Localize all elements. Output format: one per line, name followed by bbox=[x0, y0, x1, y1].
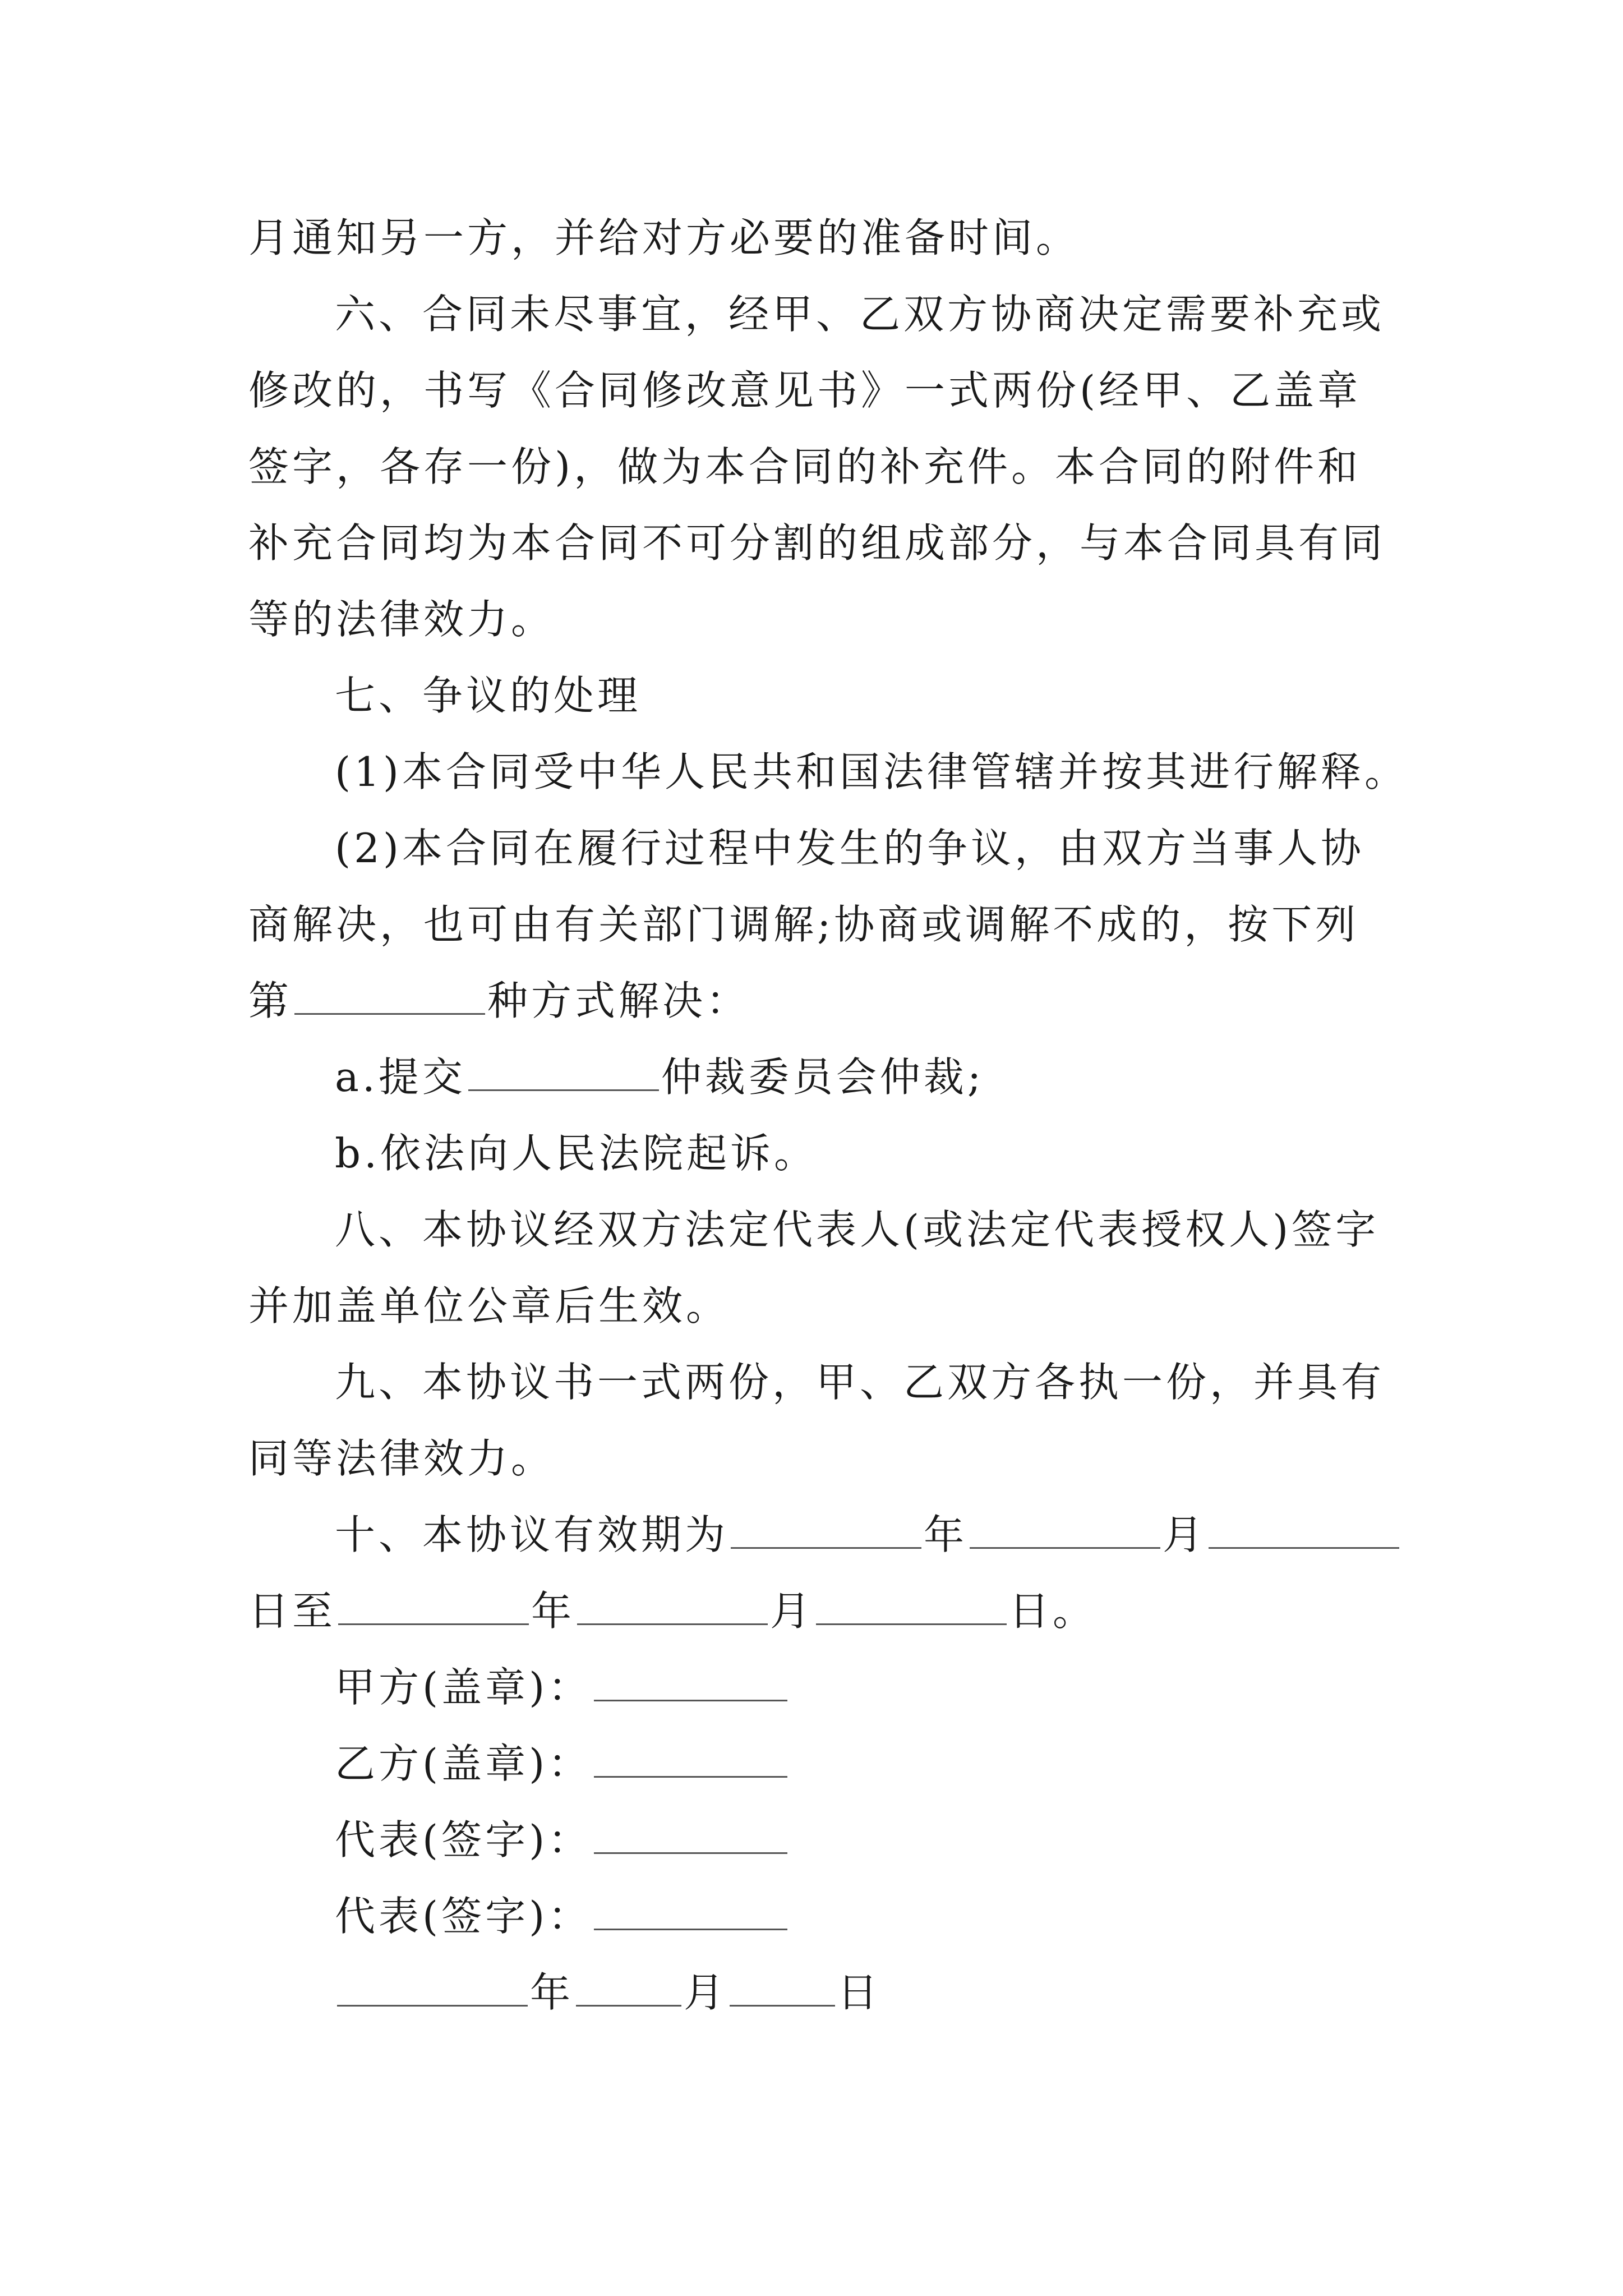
validity-period-end-line bbox=[248, 1573, 1398, 1649]
line-text: 第 bbox=[248, 977, 293, 1024]
paragraph-line bbox=[248, 200, 1398, 276]
line-text: 十、本协议有效期为 bbox=[335, 1511, 729, 1558]
start-year-blank[interactable] bbox=[731, 1513, 921, 1549]
start-day-blank[interactable] bbox=[1209, 1513, 1399, 1549]
signature-label: 代表(签字)： bbox=[335, 1893, 592, 1940]
line-text: 日 bbox=[837, 1969, 882, 2016]
arbitration-line bbox=[335, 1039, 1484, 1115]
line-text: 商解决，也可由有关部门调解;协商或调解不成的，按下列 bbox=[248, 901, 1359, 948]
signing-date-line bbox=[335, 1954, 1484, 2031]
party-b-seal-blank[interactable] bbox=[594, 1742, 787, 1778]
signing-year-blank[interactable] bbox=[337, 1971, 528, 2007]
paragraph-line bbox=[248, 1268, 1398, 1344]
representative-b-signature-line bbox=[335, 1878, 1484, 1954]
line-text: 签字，各存一份)，做为本合同的补充件。本合同的附件和 bbox=[248, 443, 1362, 490]
line-text: 九、本协议书一式两份，甲、乙双方各执一份，并具有 bbox=[335, 1359, 1385, 1406]
party-a-seal-blank[interactable] bbox=[594, 1666, 787, 1701]
party-b-seal-line bbox=[335, 1726, 1484, 1802]
paragraph-line bbox=[248, 352, 1398, 429]
line-text: 月 bbox=[1163, 1511, 1207, 1558]
validity-period-line bbox=[335, 1497, 1484, 1573]
clause-seven-heading bbox=[335, 657, 1484, 734]
arbitration-commission-blank[interactable] bbox=[468, 1056, 659, 1091]
line-text: 月 bbox=[770, 1588, 814, 1635]
line-text: a.提交 bbox=[335, 1053, 466, 1101]
line-text: 并加盖单位公章后生效。 bbox=[248, 1282, 730, 1329]
line-text: 种方式解决： bbox=[487, 977, 750, 1024]
representative-a-signature-blank[interactable] bbox=[594, 1819, 787, 1854]
end-month-blank[interactable] bbox=[577, 1590, 768, 1625]
signature-label: 乙方(盖章)： bbox=[335, 1740, 592, 1787]
start-month-blank[interactable] bbox=[970, 1513, 1160, 1549]
line-text: (1)本合同受中华人民共和国法律管辖并按其进行解释。 bbox=[335, 748, 1408, 795]
clause-nine-line bbox=[335, 1344, 1484, 1420]
resolution-method-blank[interactable] bbox=[294, 979, 485, 1015]
paragraph-line bbox=[335, 810, 1484, 886]
paragraph-line bbox=[335, 734, 1484, 810]
end-day-blank[interactable] bbox=[816, 1590, 1007, 1625]
line-text: 六、合同未尽事宜，经甲、乙双方协商决定需要补充或 bbox=[335, 291, 1385, 338]
line-text: b.依法向人民法院起诉。 bbox=[335, 1130, 818, 1177]
line-text: 修改的，书写《合同修改意见书》一式两份(经甲、乙盖章 bbox=[248, 367, 1362, 414]
signature-label: 代表(签字)： bbox=[335, 1816, 592, 1864]
line-text: 日。 bbox=[1009, 1588, 1097, 1635]
line-text: 年 bbox=[530, 1969, 574, 2016]
paragraph-line bbox=[335, 1115, 1484, 1191]
representative-b-signature-blank[interactable] bbox=[594, 1895, 787, 1930]
line-text: 等的法律效力。 bbox=[248, 596, 555, 643]
paragraph-line bbox=[248, 505, 1398, 581]
resolution-method-line bbox=[248, 963, 1398, 1039]
party-a-seal-line bbox=[335, 1649, 1484, 1726]
end-year-blank[interactable] bbox=[338, 1590, 529, 1625]
line-text: 日至 bbox=[248, 1588, 336, 1635]
line-text: (2)本合同在履行过程中发生的争议，由双方当事人协 bbox=[335, 825, 1364, 872]
signing-month-blank[interactable] bbox=[576, 1971, 681, 2007]
line-text: 年 bbox=[531, 1588, 575, 1635]
line-text: 同等法律效力。 bbox=[248, 1435, 555, 1482]
paragraph-line bbox=[248, 886, 1398, 963]
signing-day-blank[interactable] bbox=[730, 1971, 835, 2007]
paragraph-line bbox=[248, 429, 1398, 505]
paragraph-line bbox=[248, 1420, 1398, 1497]
line-text: 八、本协议经双方法定代表人(或法定代表授权人)签字 bbox=[335, 1206, 1380, 1253]
representative-a-signature-line bbox=[335, 1802, 1484, 1878]
line-text: 七、争议的处理 bbox=[335, 672, 642, 719]
line-text: 仲裁委员会仲裁; bbox=[661, 1053, 985, 1101]
line-text: 月通知另一方，并给对方必要的准备时间。 bbox=[248, 214, 1080, 261]
line-text: 年 bbox=[924, 1511, 968, 1558]
line-text: 月 bbox=[684, 1969, 728, 2016]
paragraph-line bbox=[248, 581, 1398, 657]
clause-six-heading-line bbox=[335, 276, 1484, 352]
clause-eight-line bbox=[335, 1191, 1484, 1268]
signature-label: 甲方(盖章)： bbox=[335, 1664, 592, 1711]
line-text: 补充合同均为本合同不可分割的组成部分，与本合同具有同 bbox=[248, 519, 1386, 567]
